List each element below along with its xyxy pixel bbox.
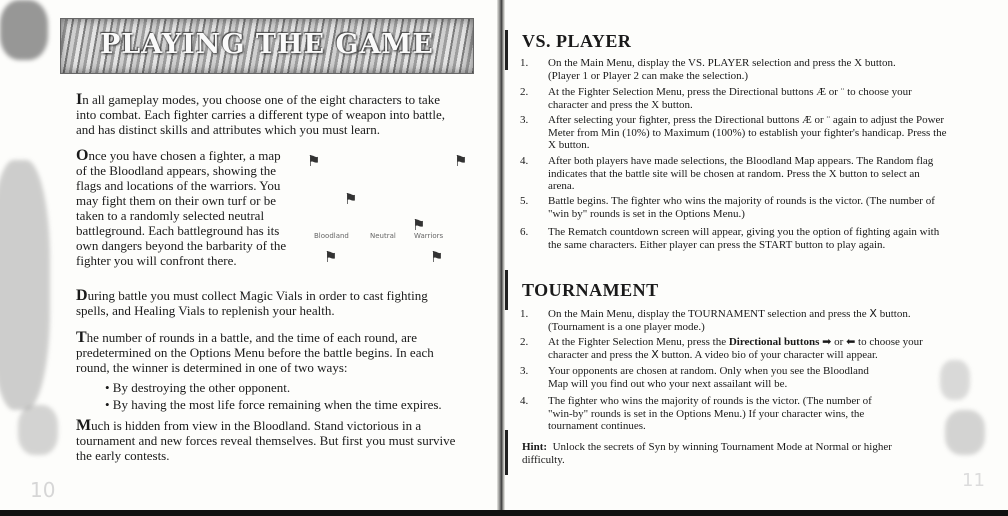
- section-rule: [505, 270, 508, 310]
- section-rule: [505, 30, 508, 70]
- x-button-icon: X: [869, 307, 877, 320]
- fighter-art-left-edge: [0, 160, 50, 410]
- title-banner: [60, 18, 474, 74]
- page-number: 11: [962, 470, 985, 491]
- map-label: Neutral: [370, 232, 396, 240]
- page-title: PLAYING THE GAME: [100, 29, 434, 60]
- map-label: Bloodland: [314, 232, 349, 240]
- bottom-edge: [0, 510, 1008, 516]
- arrow-left-icon: ⬅: [846, 335, 856, 348]
- bullet-item: • By having the most life force remaining when the time expires.: [105, 397, 442, 412]
- paragraph-vials: During battle you must collect Magic Vials in order to cast fighting spells, and Healing Vials to replenish your health.: [76, 287, 428, 318]
- map-label: Warriors: [414, 232, 444, 240]
- section-rule: [505, 430, 508, 475]
- drop-initial: D: [76, 287, 88, 304]
- drop-initial: T: [76, 329, 87, 346]
- fighter-art-top-left: [0, 0, 48, 60]
- flag-icon: ⚑: [344, 190, 358, 208]
- hint-text: Hint: Unlock the secrets of Syn by winning Tournament Mode at Normal or higher difficulty.: [522, 441, 892, 466]
- flag-icon: ⚑: [412, 216, 426, 234]
- tournament-heading: TOURNAMENT: [522, 280, 659, 300]
- paragraph-rounds: The number of rounds in a battle, and the time of each round, are predetermined on the Options Menu before the battle begins. In each round, the winner is determined in one of two ways:: [76, 329, 434, 375]
- drop-initial: M: [76, 417, 92, 434]
- page-number: 10: [30, 478, 56, 502]
- vs-player-heading: VS. PLAYER: [522, 31, 632, 51]
- arrow-right-icon: ➡: [822, 335, 832, 348]
- paragraph-intro: In all gameplay modes, you choose one of the eight characters to take into combat. Each fighter carries a different type of weapon into battle, and has distinct skills and attributes which you must learn.: [76, 91, 446, 137]
- drop-initial: O: [76, 147, 89, 164]
- bloodland-map-illustration: [302, 148, 470, 270]
- paragraph-secrets: Much is hidden from view in the Bloodland. Stand victorious in a tournament and new forces reveal themselves. But first you must survive the early contests.: [76, 417, 456, 463]
- bullet-item: • By destroying the other opponent.: [105, 380, 291, 395]
- drop-initial: I: [76, 91, 83, 108]
- fighter-art-right: [940, 360, 970, 400]
- flag-icon: ⚑: [307, 152, 321, 170]
- paragraph-map: Once you have chosen a fighter, a map of the Bloodland appears, showing the flags and locations of the warriors. You may fight them on their own turf or be taken to a randomly selected neutral battleground. Each battleground has its own dangers beyond the barbarity of the fighter you will confront there.: [76, 147, 287, 268]
- right-page: VS. PLAYER 1. On the Main Menu, display the VS. PLAYER selection and press the X button. (Player 1 or Player 2 can make the selection.) 2. At the Fighter Selection Menu, press the Directional buttons Æ or ¨ to choose your character and press the X button. 3. After selecting your fighter, press the Directional buttons Æ or ¨ again to adjust the Power Meter from Min (10%) to Maximum (100%) to establish your fighter's handicap. Press the X button. 4. After both players have made selections, the Bloodland Map appears. The Random flag indicates that the battle site will be chosen at random. Press the X button to select an arena. 5. Battle begins. The fighter who wins the majority of rounds is the victor. (The number of "win by" rounds is set in the Options Menu.) 6. The Rematch countdown screen will appear, giving you the option of fighting again with the same characters. Either player can press the START button to play again. TOURNAMENT 1. On the Main Menu, display the TOURNAMENT selection and press the X button. (Tournament is a one player mode.) 2. At the Fighter Selection Menu, press the Directional buttons ➡ or ⬅ to choose your character and press the X button. A video bio of your character will appear. 3. Your opponents are chosen at random. Only when you see the Bloodland Map will you find out who your next assailant will be. 4. The fighter who wins the majority of rounds is the victor. (The number of "win-by" rounds is set in the Options Menu.) If your character wins, the tournament continues. Hint: Unlock the secrets of Syn by winning Tournament Mode at Normal or higher difficulty. 11: [500, 0, 1008, 516]
- flag-icon: ⚑: [430, 248, 444, 266]
- left-page: [0, 0, 500, 516]
- fighter-art-bottom-left: [18, 405, 58, 455]
- flag-icon: ⚑: [324, 248, 338, 266]
- flag-icon: ⚑: [454, 152, 468, 170]
- x-button-icon: X: [651, 347, 659, 361]
